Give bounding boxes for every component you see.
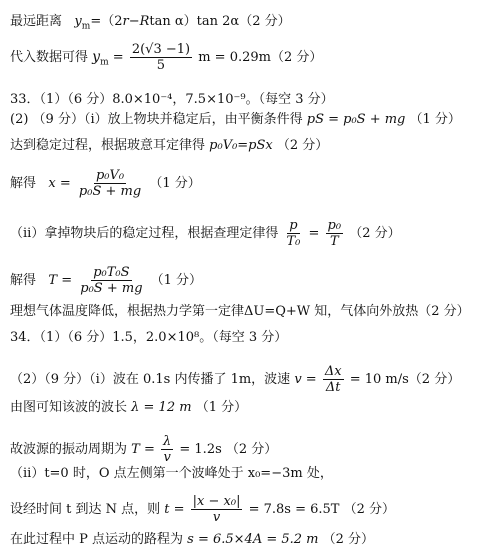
line-boyle: [10, 138, 328, 154]
text: 达到稳定过程，根据玻意耳定律得: [10, 138, 206, 153]
line-wavelength: [10, 400, 247, 416]
eq-sign: =: [308, 226, 320, 241]
denominator: Δt: [325, 380, 341, 395]
equation: pS = p₀S + mg: [306, 112, 406, 127]
fraction: [78, 265, 144, 296]
var-y: y: [74, 14, 82, 29]
text: （1 分）: [150, 273, 203, 288]
text: （1 分）: [195, 400, 248, 415]
text: 由图可知该波的波长: [10, 400, 128, 415]
sub: m: [100, 57, 109, 68]
text: = 7.8s = 6.5T: [248, 502, 340, 517]
line-wave-speed: [10, 364, 460, 395]
text: （1 分）: [149, 176, 201, 191]
line-34-ii: [10, 466, 333, 482]
numerator: p: [289, 218, 298, 233]
equation: s = 6.5×4A = 5.2 m: [187, 532, 319, 547]
fraction: [130, 42, 192, 73]
line-time-to-n: [10, 494, 395, 525]
denominator: p₀S + mg: [78, 184, 142, 199]
equation: p₀V₀=pSx: [209, 138, 273, 153]
var-t: T =: [131, 442, 155, 457]
line-max-distance: [10, 14, 291, 35]
line-33-1: [10, 92, 334, 108]
denominator: p₀S + mg: [80, 281, 143, 296]
fraction: [161, 434, 173, 465]
var-t: T =: [48, 273, 73, 288]
line-path-p: [10, 532, 374, 548]
numerator: p₀T₀S: [93, 265, 130, 280]
text: 34．（1）（6 分）1.5，2.0×10⁸。（每空 3 分）: [10, 330, 288, 345]
line-charles: [10, 218, 401, 249]
eq-sign: =: [112, 50, 124, 65]
text: 代入数据可得: [10, 50, 89, 65]
fraction: [77, 168, 143, 199]
text: 故波源的振动周期为: [10, 442, 128, 457]
sub: m: [81, 21, 91, 32]
text: =（2: [90, 14, 123, 29]
var-v: v =: [294, 372, 317, 387]
text: = 10 m/s（2 分）: [349, 372, 461, 387]
line-solve-x: [10, 168, 201, 199]
var-x: x =: [48, 176, 71, 191]
denominator: 5: [156, 58, 166, 73]
fraction: [284, 218, 302, 249]
var: r: [122, 14, 129, 29]
fraction: [326, 218, 344, 249]
numerator: p₀: [327, 218, 342, 233]
numerator: p₀V₀: [95, 168, 125, 183]
text: （ii）t=0 时，O 点左侧第一个波峰处于 x₀=−3m 处，: [10, 466, 333, 481]
text: = 1.2s: [179, 442, 222, 457]
text: 最远距离: [10, 14, 63, 29]
text: （1 分）: [409, 112, 461, 127]
numerator: |x − x₀|: [192, 494, 241, 509]
text: （2 分）: [343, 502, 396, 517]
text: （2 分）: [225, 442, 278, 457]
text: （2 分）: [349, 226, 401, 241]
text: (2) （9 分）（i）放上物块并稳定后，由平衡条件得: [10, 112, 303, 127]
line-solve-t: [10, 265, 202, 296]
text: （2 分）: [276, 138, 329, 153]
denominator: v: [163, 450, 171, 465]
text: −: [128, 14, 140, 29]
numerator: λ: [163, 434, 172, 449]
text: （2 分）: [322, 532, 375, 547]
numerator: Δx: [324, 364, 342, 379]
text: （2）（9 分）（i）波在 0.1s 内传播了 1m，波速: [10, 372, 291, 387]
fraction: [323, 364, 344, 395]
text: tan α）tan 2α（2 分）: [149, 14, 291, 29]
denominator: T: [329, 234, 339, 249]
text: m = 0.29m（2 分）: [198, 50, 323, 65]
text: 理想气体温度降低，根据热力学第一定律ΔU=Q+W 知，气体向外放热（2 分）: [10, 304, 470, 319]
text: 在此过程中 P 点运动的路程为: [10, 532, 184, 547]
line-thermo: [10, 304, 470, 320]
denominator: v: [212, 510, 221, 525]
line-34-1: [10, 330, 287, 346]
text: （ii）拿掉物块后的稳定过程，根据查理定律得: [10, 226, 279, 241]
var: R: [139, 14, 150, 29]
var-t: t =: [164, 502, 185, 517]
text: 解得: [10, 176, 37, 191]
line-33-2-i: [10, 112, 461, 128]
var-y: y: [92, 49, 101, 65]
line-period: [10, 434, 277, 465]
numerator: 2(√3 −1): [131, 42, 191, 57]
text: 设经时间 t 到达 N 点，则: [10, 502, 161, 517]
denominator: T₀: [286, 234, 301, 249]
equation: λ = 12 m: [131, 400, 192, 415]
fraction: [191, 494, 243, 525]
line-substitute: [10, 42, 322, 73]
text: 解得: [10, 273, 37, 288]
text: 33．（1）（6 分）8.0×10⁻⁴，7.5×10⁻⁹。（每空 3 分）: [10, 92, 334, 107]
